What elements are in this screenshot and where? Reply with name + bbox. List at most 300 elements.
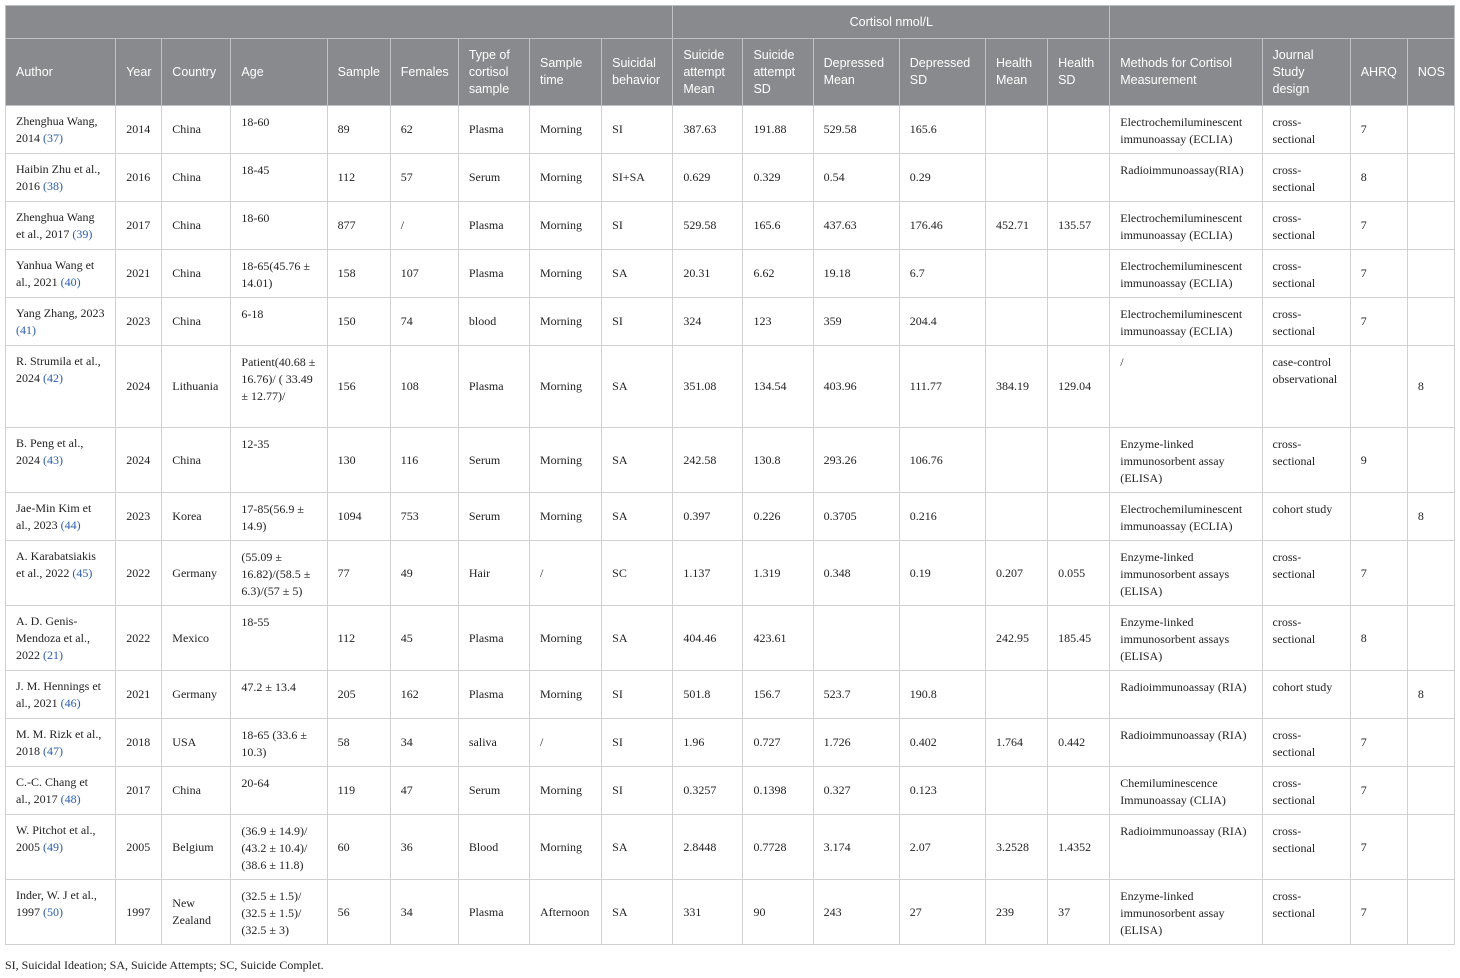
cell-design: cross-sectional [1262,719,1350,767]
cell-type: Plasma [458,202,529,250]
table-row [6,541,1455,606]
cell-health-sd [1048,767,1110,815]
cell-health-sd [1048,250,1110,298]
column-header: NOS [1407,39,1454,106]
cell-sample: 89 [327,106,390,154]
cell-sa-sd: 123 [743,298,813,346]
cell-type: Hair [458,541,529,606]
cell-nos: 8 [1407,493,1454,541]
cell-dep-sd: 111.77 [899,346,985,428]
cell-dep-sd: 165.6 [899,106,985,154]
cell-sa-mean: 1.96 [673,719,743,767]
cell-sample: 58 [327,719,390,767]
cell-author [6,880,116,945]
cell-health-sd [1048,298,1110,346]
cell-sa-mean: 0.3257 [673,767,743,815]
cell-author [6,606,116,671]
cell-nos [1407,202,1454,250]
cell-year: 2017 [116,202,162,250]
cell-age: (55.09 ± 16.82)/(58.5 ± 6.3)/(57 ± 5) [231,541,327,606]
author-name: Haibin Zhu et al., 2016 [16,162,101,193]
cell-health-mean [985,767,1047,815]
cell-behavior: SC [602,541,673,606]
cell-method: Electrochemiluminescent immunoassay (ECLIA) [1110,250,1262,298]
table-row [6,767,1455,815]
column-header: Age [231,39,327,106]
cell-dep-sd: 0.123 [899,767,985,815]
cell-author [6,154,116,202]
cell-type: Serum [458,493,529,541]
cell-health-sd: 129.04 [1048,346,1110,428]
cell-year: 2018 [116,719,162,767]
table-footnote: SI, Suicidal Ideation; SA, Suicide Attempts; SC, Suicide Complet. [5,958,324,972]
cell-method: Radioimmunoassay (RIA) [1110,719,1262,767]
cell-author [6,346,116,428]
cell-health-mean: 0.207 [985,541,1047,606]
cell-time: Morning [530,606,602,671]
cell-sa-sd: 134.54 [743,346,813,428]
author-name: J. M. Hennings et al., 2021 [16,679,101,710]
cell-type: Plasma [458,606,529,671]
cell-design: cross-sectional [1262,154,1350,202]
cell-nos [1407,428,1454,493]
column-header: Depressed Mean [813,39,899,106]
cell-country: China [162,154,231,202]
cell-sample: 1094 [327,493,390,541]
cell-dep-sd: 0.402 [899,719,985,767]
cell-age: 18-65(45.76 ± 14.01) [231,250,327,298]
cell-time: Morning [530,202,602,250]
cell-dep-sd [899,606,985,671]
cell-type: Plasma [458,106,529,154]
cell-health-mean: 239 [985,880,1047,945]
cell-year: 2005 [116,815,162,880]
cell-nos [1407,880,1454,945]
cell-females: / [390,202,458,250]
group-header-blank-left [6,6,673,39]
cell-dep-mean: 529.58 [813,106,899,154]
table-row [6,346,1455,428]
cell-nos: 8 [1407,346,1454,428]
cell-ahrq: 7 [1350,815,1407,880]
cell-ahrq: 7 [1350,880,1407,945]
cell-sample: 112 [327,606,390,671]
cell-sa-mean: 2.8448 [673,815,743,880]
cell-females: 107 [390,250,458,298]
reference-link[interactable]: (38) [43,179,63,193]
cell-design: cross-sectional [1262,815,1350,880]
table-row [6,298,1455,346]
cell-sample: 60 [327,815,390,880]
cell-nos [1407,606,1454,671]
cell-age: 47.2 ± 13.4 [231,671,327,719]
cell-type: Serum [458,154,529,202]
cell-sa-sd: 0.1398 [743,767,813,815]
cell-dep-mean: 19.18 [813,250,899,298]
reference-link[interactable]: (48) [60,792,81,806]
table-body [6,106,1455,945]
column-header: Sample [327,39,390,106]
author-name: B. Peng et al., 2024 [16,436,84,467]
cell-health-mean [985,106,1047,154]
cell-year: 2022 [116,606,162,671]
cell-author [6,767,116,815]
cell-age: 6-18 [231,298,327,346]
cell-design: cross-sectional [1262,106,1350,154]
author-name: A. D. Genis-Mendoza et al., 2022 [16,614,90,662]
cell-type: saliva [458,719,529,767]
cell-sa-sd: 423.61 [743,606,813,671]
cell-type: Plasma [458,346,529,428]
cell-dep-mean: 0.3705 [813,493,899,541]
cell-dep-mean: 403.96 [813,346,899,428]
cell-sa-mean: 0.397 [673,493,743,541]
cell-ahrq: 8 [1350,154,1407,202]
author-name: Zhenghua Wang, 2014 [16,114,98,145]
cell-design: cohort study [1262,671,1350,719]
cell-design: cross-sectional [1262,202,1350,250]
cell-age: (32.5 ± 1.5)/ (32.5 ± 1.5)/ (32.5 ± 3) [231,880,327,945]
cell-year: 2021 [116,671,162,719]
reference-link[interactable]: (44) [60,518,81,532]
cell-dep-sd: 190.8 [899,671,985,719]
cell-age: 18-55 [231,606,327,671]
column-header: Country [162,39,231,106]
cell-dep-sd: 0.19 [899,541,985,606]
cell-author [6,202,116,250]
group-header-row [6,6,1455,39]
cell-sa-mean: 387.63 [673,106,743,154]
cell-time: Morning [530,671,602,719]
column-header: Health SD [1048,39,1110,106]
cell-time: Morning [530,493,602,541]
group-header-cortisol: Cortisol nmol/L [673,6,1110,39]
cell-design: cross-sectional [1262,606,1350,671]
cell-health-sd [1048,671,1110,719]
cell-dep-mean: 293.26 [813,428,899,493]
cell-behavior: SA [602,428,673,493]
cell-sa-mean: 351.08 [673,346,743,428]
cell-females: 74 [390,298,458,346]
cell-method: Radioimmunoassay (RIA) [1110,815,1262,880]
cell-method: Electrochemiluminescent immunoassay (ECLIA) [1110,493,1262,541]
table-row [6,815,1455,880]
cell-country: Lithuania [162,346,231,428]
cell-country: USA [162,719,231,767]
cell-time: Morning [530,106,602,154]
cell-health-mean [985,298,1047,346]
cell-females: 49 [390,541,458,606]
cell-age: 12-35 [231,428,327,493]
cell-behavior: SI [602,106,673,154]
cell-sample: 130 [327,428,390,493]
cell-health-mean [985,428,1047,493]
cell-type: Plasma [458,880,529,945]
cell-country: Belgium [162,815,231,880]
cell-ahrq: 7 [1350,250,1407,298]
table-row [6,606,1455,671]
cell-author [6,493,116,541]
cell-health-sd [1048,493,1110,541]
author-name: C.-C. Chang et al., 2017 [16,775,88,806]
author-name: R. Strumila et al., 2024 [16,354,101,385]
cell-time: Morning [530,346,602,428]
cell-dep-sd: 0.216 [899,493,985,541]
cell-behavior: SA [602,880,673,945]
cell-nos [1407,815,1454,880]
cell-time: Morning [530,815,602,880]
column-header-row [6,39,1455,106]
cell-behavior: SI+SA [602,154,673,202]
cell-method: Enzyme-linked immunosorbent assays (ELISA) [1110,606,1262,671]
cell-ahrq [1350,346,1407,428]
cell-age: 18-60 [231,106,327,154]
author-name: Zhenghua Wang et al., 2017 [16,210,95,241]
cell-health-sd [1048,428,1110,493]
cell-method: Enzyme-linked immunosorbent assay (ELISA) [1110,428,1262,493]
column-header: Suicide attempt SD [743,39,813,106]
cell-sa-mean: 324 [673,298,743,346]
table-row [6,202,1455,250]
cell-year: 2023 [116,493,162,541]
cell-country: Korea [162,493,231,541]
cell-females: 34 [390,880,458,945]
cell-behavior: SI [602,298,673,346]
column-header: AHRQ [1350,39,1407,106]
cell-dep-mean: 1.726 [813,719,899,767]
cell-health-mean [985,493,1047,541]
cell-type: blood [458,298,529,346]
cell-dep-sd: 2.07 [899,815,985,880]
cell-type: Serum [458,428,529,493]
group-header-blank-right [1110,6,1455,39]
cell-year: 2023 [116,298,162,346]
cell-sa-sd: 0.329 [743,154,813,202]
cell-sa-mean: 0.629 [673,154,743,202]
cell-sample: 112 [327,154,390,202]
cell-time: Morning [530,298,602,346]
cell-author [6,428,116,493]
cell-behavior: SA [602,250,673,298]
column-header: Methods for Cortisol Measurement [1110,39,1262,106]
cell-sa-sd: 191.88 [743,106,813,154]
cell-health-mean: 242.95 [985,606,1047,671]
cell-type: Serum [458,767,529,815]
reference-link[interactable]: (50) [43,905,63,919]
cell-time: Morning [530,154,602,202]
cell-sample: 158 [327,250,390,298]
cell-behavior: SI [602,719,673,767]
cell-sa-sd: 0.226 [743,493,813,541]
cell-time: Morning [530,250,602,298]
cell-nos: 8 [1407,671,1454,719]
cell-method: Radioimmunoassay(RIA) [1110,154,1262,202]
cell-method: Electrochemiluminescent immunoassay (ECLIA) [1110,106,1262,154]
cell-year: 2024 [116,428,162,493]
cell-design: cohort study [1262,493,1350,541]
cell-sa-sd: 165.6 [743,202,813,250]
cell-females: 162 [390,671,458,719]
cell-females: 108 [390,346,458,428]
cell-country: China [162,767,231,815]
cell-health-sd: 135.57 [1048,202,1110,250]
cell-nos [1407,767,1454,815]
cell-method: Radioimmunoassay (RIA) [1110,671,1262,719]
cell-country: China [162,106,231,154]
column-header: Depressed SD [899,39,985,106]
cell-author [6,719,116,767]
reference-link[interactable]: (49) [43,840,63,854]
cell-sa-mean: 501.8 [673,671,743,719]
cell-dep-mean [813,606,899,671]
cell-ahrq: 7 [1350,106,1407,154]
cell-behavior: SA [602,493,673,541]
cell-year: 2021 [116,250,162,298]
author-name: Inder, W. J et al., 1997 [16,888,97,919]
cell-ahrq: 7 [1350,541,1407,606]
cell-dep-sd: 176.46 [899,202,985,250]
table-row [6,154,1455,202]
cell-author [6,671,116,719]
table-row [6,880,1455,945]
cell-sa-sd: 156.7 [743,671,813,719]
cell-year: 2024 [116,346,162,428]
cell-sa-sd: 90 [743,880,813,945]
cell-sample: 56 [327,880,390,945]
cell-dep-mean: 243 [813,880,899,945]
cell-design: cross-sectional [1262,541,1350,606]
reference-link[interactable]: (41) [16,323,36,337]
cell-dep-mean: 3.174 [813,815,899,880]
cell-method: / [1110,346,1262,428]
cell-behavior: SA [602,606,673,671]
reference-link[interactable]: (43) [43,453,63,467]
cell-health-mean: 384.19 [985,346,1047,428]
cell-behavior: SA [602,346,673,428]
cell-dep-mean: 523.7 [813,671,899,719]
cell-health-sd: 0.442 [1048,719,1110,767]
author-name: W. Pitchot et al., 2005 [16,823,96,854]
cell-sa-mean: 529.58 [673,202,743,250]
reference-link[interactable]: (42) [43,371,63,385]
cell-nos [1407,106,1454,154]
cell-design: cross-sectional [1262,880,1350,945]
cell-author [6,250,116,298]
reference-link[interactable]: (46) [60,696,81,710]
reference-link[interactable]: (40) [60,275,81,289]
reference-link[interactable]: (45) [72,566,93,580]
cell-age: 18-65 (33.6 ± 10.3) [231,719,327,767]
cell-health-mean: 1.764 [985,719,1047,767]
cell-health-mean [985,250,1047,298]
cell-author [6,541,116,606]
cell-age: 17-85(56.9 ± 14.9) [231,493,327,541]
cell-health-sd [1048,106,1110,154]
cell-author [6,106,116,154]
table-row [6,428,1455,493]
cell-health-mean [985,671,1047,719]
column-header: Suicidal behavior [602,39,673,106]
data-table [5,5,1455,945]
cell-behavior: SI [602,202,673,250]
cell-age: 18-60 [231,202,327,250]
cell-method: Chemiluminescence Immunoassay (CLIA) [1110,767,1262,815]
cell-females: 47 [390,767,458,815]
reference-link[interactable]: (47) [43,744,63,758]
cell-sample: 119 [327,767,390,815]
cell-country: Mexico [162,606,231,671]
cell-design: cross-sectional [1262,767,1350,815]
cell-author [6,815,116,880]
cell-method: Electrochemiluminescent immunoassay (ECLIA) [1110,202,1262,250]
cell-time: Afternoon [530,880,602,945]
cell-sample: 77 [327,541,390,606]
reference-link[interactable]: (21) [43,648,63,662]
cell-health-sd: 1.4352 [1048,815,1110,880]
cell-health-sd: 185.45 [1048,606,1110,671]
cell-age: (36.9 ± 14.9)/ (43.2 ± 10.4)/ (38.6 ± 11.8) [231,815,327,880]
cell-nos [1407,298,1454,346]
cell-sa-mean: 404.46 [673,606,743,671]
cell-method: Electrochemiluminescent immunoassay (ECLIA) [1110,298,1262,346]
reference-link[interactable]: (37) [43,131,63,145]
cell-behavior: SA [602,815,673,880]
reference-link[interactable]: (39) [72,227,93,241]
cell-sa-sd: 0.7728 [743,815,813,880]
column-header: Year [116,39,162,106]
cell-females: 36 [390,815,458,880]
author-name: Yanhua Wang et al., 2021 [16,258,95,289]
cell-age: 18-45 [231,154,327,202]
cell-females: 116 [390,428,458,493]
column-header: Females [390,39,458,106]
cell-ahrq: 7 [1350,298,1407,346]
column-header: Author [6,39,116,106]
cell-time: Morning [530,767,602,815]
cell-age: Patient(40.68 ± 16.76)/ ( 33.49 ± 12.77)/ [231,346,327,428]
cell-sample: 205 [327,671,390,719]
cell-dep-sd: 27 [899,880,985,945]
table-row [6,671,1455,719]
cell-health-sd: 0.055 [1048,541,1110,606]
cell-dep-mean: 437.63 [813,202,899,250]
cell-health-mean [985,154,1047,202]
cell-type: Plasma [458,671,529,719]
cell-sa-sd: 6.62 [743,250,813,298]
cell-country: Germany [162,541,231,606]
cell-females: 62 [390,106,458,154]
cell-sa-mean: 331 [673,880,743,945]
cell-country: China [162,202,231,250]
cell-ahrq: 7 [1350,767,1407,815]
cell-sa-sd: 1.319 [743,541,813,606]
cell-sa-mean: 242.58 [673,428,743,493]
author-name: Yang Zhang, 2023 [16,306,105,320]
column-header: Suicide attempt Mean [673,39,743,106]
cell-sa-sd: 0.727 [743,719,813,767]
cell-dep-mean: 0.54 [813,154,899,202]
cell-method: Enzyme-linked immunosorbent assay (ELISA) [1110,880,1262,945]
cell-design: cross-sectional [1262,428,1350,493]
cell-dep-sd: 0.29 [899,154,985,202]
column-header: Journal Study design [1262,39,1350,106]
cell-country: Germany [162,671,231,719]
column-header: Health Mean [985,39,1047,106]
table-row [6,719,1455,767]
cell-nos [1407,250,1454,298]
cell-author [6,298,116,346]
cell-sa-mean: 1.137 [673,541,743,606]
